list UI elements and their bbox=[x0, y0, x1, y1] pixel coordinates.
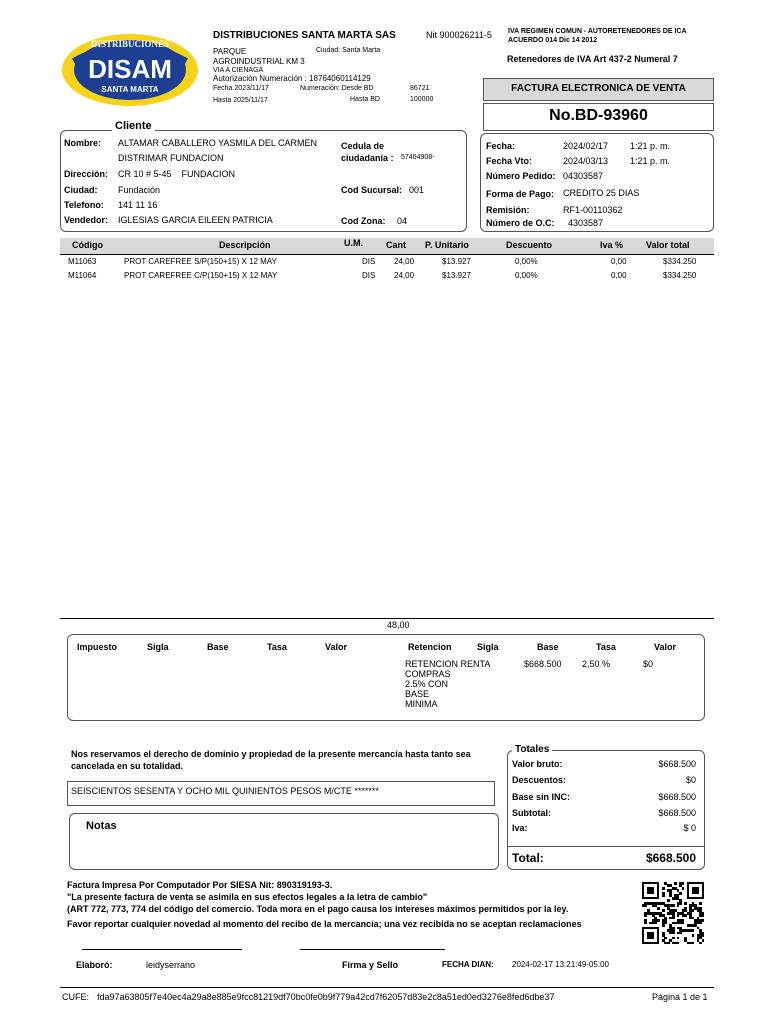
valor-h: Valor bbox=[325, 642, 348, 652]
forma-pago-value: CREDITO 25 DIAS bbox=[563, 188, 640, 198]
telefono-value: 141 11 16 bbox=[118, 200, 158, 210]
base-sin-inc-label: Base sin INC: bbox=[512, 792, 571, 802]
cufe-value: fda97a63805f7e40ec4a29a8e885e9fcc81219df70bc0fe0b9f779a42cd7f62057d83e2c8a51ed0ed3276e8fed6dbe37 bbox=[97, 992, 555, 1002]
pedido-value: 04303587 bbox=[563, 171, 604, 181]
hasta-bd: Hasta BD bbox=[350, 96, 380, 103]
remision-value: RF1-00110362 bbox=[563, 205, 623, 215]
vendedor-value: IGLESIAS GARCIA EILEEN PATRICIA bbox=[118, 215, 273, 225]
ret-tasa: 2,50 % bbox=[582, 659, 611, 669]
oc-label: Número de O.C: bbox=[486, 218, 555, 228]
ret-desc-1: RETENCION RENTA bbox=[405, 659, 491, 669]
col-um: U.M. bbox=[344, 238, 363, 248]
logo-bottom-text: SANTA MARTA bbox=[101, 85, 159, 94]
fecha-vto-hora: 1:21 p. m. bbox=[630, 156, 671, 166]
cufe-label: CUFE: bbox=[62, 992, 89, 1002]
logo-main-text: DISAM bbox=[88, 54, 172, 84]
col-cant: Cant bbox=[386, 240, 406, 250]
total-cantidad: 48,00 bbox=[387, 620, 410, 630]
base-sin-inc: $668.500 bbox=[658, 792, 696, 802]
legal-2: (ART 772, 773, 774 del código del comercio. Toda mora en el pago causa los intereses máximos permitidos por la ley. bbox=[67, 904, 569, 914]
acuerdo: ACUERDO 014 Dic 14 2012 bbox=[508, 37, 598, 44]
cedula-label: Cedula de ciudadania : bbox=[341, 141, 394, 163]
valor-bruto-label: Valor bruto: bbox=[512, 759, 563, 769]
row1-descuento: 0,00% bbox=[515, 257, 538, 266]
base-h: Base bbox=[207, 642, 229, 652]
iva-regimen: IVA REGIMEN COMUN - AUTORETENEDORES DE ICA bbox=[508, 28, 687, 35]
subtotal: $668.500 bbox=[658, 808, 696, 818]
notes-label: Notas bbox=[86, 820, 117, 832]
qr-code bbox=[642, 882, 704, 944]
col-descuento: Descuento bbox=[506, 240, 553, 250]
items-table-frame bbox=[60, 238, 714, 619]
elaboro-line bbox=[82, 949, 242, 950]
row2-cant: 24,00 bbox=[394, 271, 415, 280]
remision-label: Remisión: bbox=[486, 205, 530, 215]
cedula-value: 57404908- bbox=[401, 154, 435, 161]
oc-value: 4303587 bbox=[568, 218, 604, 228]
autorizacion: Autorización Numeración : 18764060114129 bbox=[213, 74, 371, 83]
descuentos: $0 bbox=[685, 775, 696, 785]
total-divider bbox=[507, 846, 705, 847]
city: Ciudad: Santa Marta bbox=[316, 47, 381, 54]
totals-title: Totales bbox=[512, 744, 552, 755]
row2-descuento: 0,00% bbox=[515, 271, 538, 280]
ciudad-label: Ciudad: bbox=[64, 185, 98, 195]
col-iva: Iva % bbox=[600, 240, 624, 250]
logo-top-text: DISTRIBUCIONES bbox=[90, 39, 170, 49]
col-valor-total: Valor total bbox=[646, 240, 690, 250]
fecha-vto-value: 2024/03/13 bbox=[563, 156, 609, 166]
valor-bruto: $668.500 bbox=[658, 759, 696, 769]
row2-descripcion: PROT CAREFREE C/P(150+15) X 12 MAY bbox=[124, 271, 278, 280]
firma-line bbox=[300, 949, 445, 950]
amount-in-words: SEISCIENTOS SESENTA Y OCHO MIL QUINIENTOS PESOS M/CTE ******* bbox=[71, 786, 379, 796]
row1-iva: 0,00 bbox=[611, 257, 627, 266]
col-descripcion: Descripción bbox=[219, 240, 271, 250]
ret-valor-h: Valor bbox=[654, 642, 677, 652]
company-name: DISTRIBUCIONES SANTA MARTA SAS bbox=[213, 30, 396, 41]
vendedor-label: Vendedor: bbox=[64, 215, 109, 225]
ret-desc-3: 2.5% CON bbox=[405, 679, 449, 689]
legal-1: "La presente factura de venta se asimila en sus efectos legales a la letra de cambio" bbox=[67, 892, 428, 902]
iva-label: Iva: bbox=[512, 823, 528, 833]
company-logo bbox=[60, 32, 200, 107]
sigla-h: Sigla bbox=[147, 642, 169, 652]
cod-sucursal-value: 001 bbox=[409, 185, 425, 195]
company-nit: Nit 900026211-5 bbox=[426, 30, 492, 40]
ret-tasa-h: Tasa bbox=[596, 642, 616, 652]
cufe-divider bbox=[60, 987, 714, 988]
fecha-dian-label: FECHA DIAN: bbox=[442, 960, 494, 969]
descuentos-label: Descuentos: bbox=[512, 775, 567, 785]
nombre-value: ALTAMAR CABALLERO YASMILA DEL CARMEN bbox=[118, 138, 318, 148]
direccion-value: CR 10 # 5-45 FUNDACION bbox=[118, 169, 236, 179]
row2-iva: 0,00 bbox=[611, 271, 627, 280]
row1-descripcion: PROT CAREFREE S/P(150+15) X 12 MAY bbox=[124, 257, 277, 266]
row2-codigo: M11064 bbox=[68, 271, 97, 280]
retencion-h: Retencion bbox=[408, 642, 452, 652]
total-label: Total: bbox=[512, 851, 544, 865]
ret-sigla-h: Sigla bbox=[477, 642, 499, 652]
pedido-label: Número Pedido: bbox=[486, 171, 556, 181]
nombre-label: Nombre: bbox=[64, 138, 102, 148]
cod-sucursal-label: Cod Sucursal: bbox=[341, 185, 403, 195]
total-value: $668.500 bbox=[645, 851, 696, 865]
client-title: Cliente bbox=[112, 120, 155, 132]
impuesto-h: Impuesto bbox=[77, 642, 118, 652]
firma-label: Firma y Sello bbox=[342, 960, 399, 970]
elaboro-value: leidyserrano bbox=[146, 960, 196, 970]
ret-desc-4: BASE bbox=[405, 689, 430, 699]
direccion-label: Dirección: bbox=[64, 169, 109, 179]
row1-cant: 24,00 bbox=[394, 257, 415, 266]
hasta-fecha: Hasta 2025/11/17 bbox=[213, 97, 268, 104]
ret-base: $668.500 bbox=[524, 659, 562, 669]
row1-codigo: M11063 bbox=[68, 257, 97, 266]
fecha-hora: 1:21 p. m. bbox=[630, 141, 671, 151]
reserva-text: Nos reservamos el derecho de dominio y propiedad de la presente mercancía hasta tanto sea cancelada en su totalidad. bbox=[71, 749, 471, 771]
cod-zona-label: Cod Zona: bbox=[341, 216, 386, 226]
ret-desc-2: COMPRAS bbox=[405, 669, 451, 679]
row1-punitario: $13.927 bbox=[442, 257, 471, 266]
row1-um: DIS bbox=[362, 257, 376, 266]
legal-3: Favor reportar cualquier novedad al momento del recibo de la mercancía; una vez recibida no se aceptan reclamaciones bbox=[67, 919, 582, 929]
fecha-vto-label: Fecha Vto: bbox=[486, 156, 533, 166]
ret-base-h: Base bbox=[537, 642, 559, 652]
row2-um: DIS bbox=[362, 271, 376, 280]
iva-total: $ 0 bbox=[683, 823, 696, 833]
ret-valor: $0 bbox=[643, 659, 654, 669]
address-line3: VIA A CIENAGA bbox=[213, 67, 264, 74]
fecha-dian-value: 2024-02-17 13:21:49-05:00 bbox=[512, 960, 609, 969]
numeracion: Numeración: Desde BD bbox=[300, 85, 374, 92]
page-number: Página 1 de 1 bbox=[652, 992, 708, 1002]
forma-pago-label: Forma de Pago: bbox=[486, 189, 555, 199]
subtotal-label: Subtotal: bbox=[512, 808, 551, 818]
fecha-value: 2024/02/17 bbox=[563, 141, 609, 151]
row2-punitario: $13.927 bbox=[442, 271, 471, 280]
cod-zona-value: 04 bbox=[397, 216, 408, 226]
nombre2-value: DISTRIMAR FUNDACION bbox=[118, 153, 224, 163]
col-punitario: P. Unitario bbox=[425, 240, 469, 250]
fecha-label: Fecha: bbox=[486, 141, 516, 151]
row2-valor: $334.250 bbox=[663, 271, 697, 280]
col-codigo: Código bbox=[72, 240, 103, 250]
retenedores: Retenedores de IVA Art 437-2 Numeral 7 bbox=[507, 54, 678, 64]
hasta-num: 100000 bbox=[410, 96, 434, 103]
row1-valor: $334.250 bbox=[663, 257, 697, 266]
retencion-desc bbox=[405, 659, 490, 709]
tasa-h: Tasa bbox=[267, 642, 287, 652]
ret-desc-5: MINIMA bbox=[405, 699, 438, 709]
elaboro-label: Elaboró: bbox=[76, 960, 113, 970]
fecha-autorizacion: Fecha 2023/11/17 bbox=[213, 85, 269, 92]
address-line2: AGROINDUSTRIAL KM 3 bbox=[213, 57, 305, 66]
address-line1: PARQUE bbox=[213, 47, 247, 56]
ciudad-value: Fundación bbox=[118, 185, 161, 195]
notes-box bbox=[69, 813, 499, 870]
numeracion-desde: 86721 bbox=[410, 85, 430, 92]
doc-number: No.BD-93960 bbox=[549, 107, 648, 124]
telefono-label: Telefono: bbox=[64, 200, 104, 210]
doc-type: FACTURA ELECTRONICA DE VENTA bbox=[511, 83, 686, 94]
impresa-text: Factura Impresa Por Computador Por SIESA Nit: 890319193-3. bbox=[67, 880, 333, 890]
